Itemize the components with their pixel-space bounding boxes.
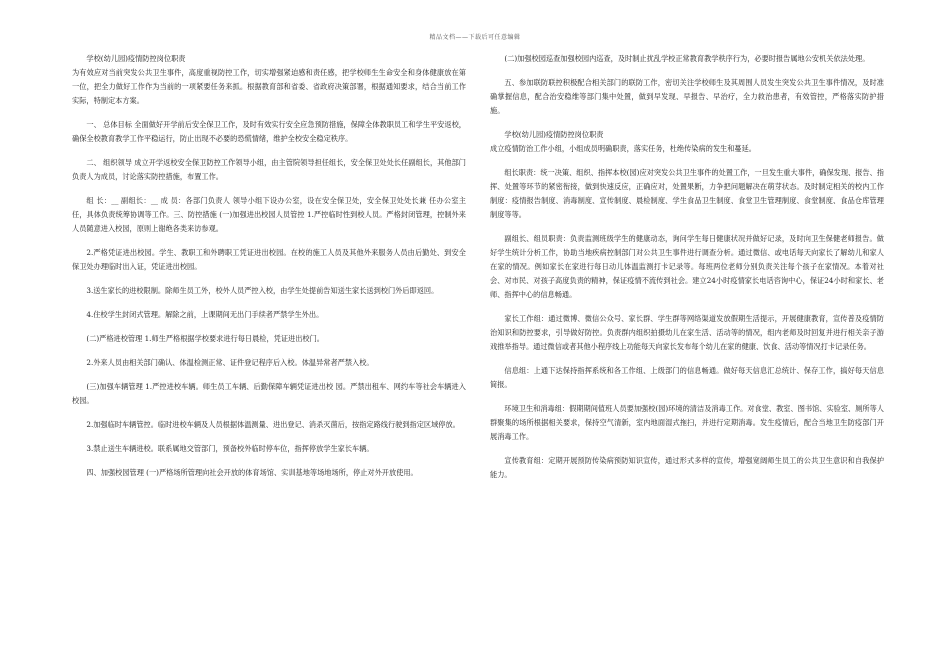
header-note: 精品文档——下载后可任意编辑 (429, 34, 521, 41)
paragraph-visitors: 2.外来人员由相关部门确认、体温检测正常、证件登记程序后入校。体温异常者严禁入校。 (86, 358, 374, 367)
section-title: 学校(幼儿园)疫情防控岗位职责 (504, 130, 604, 139)
doc-title: 学校(幼儿园)疫情防控岗位职责 (86, 54, 186, 63)
paragraph-general-goal: 一、 总体目标 全面做好开学前后安全保卫工作，及时有效实行安全应急预防措施，保障全体教职员工和学生平安返校，确保全校教育教学工作平稳运行，防止出现不必要的恐慌情绪，维护全校安全稳定秩序。 (72, 120, 466, 143)
paragraph-team: 成立疫情防治工作小组，小组成员明确职责，落实任务，杜绝传染病的发生和蔓延。 (490, 144, 756, 153)
paragraph-info-group: 信息组：上通下达保持指挥系统和各工作组、上级部门的信息畅通。做好每天信息汇总统计、保存工作，搞好每天信息简报。 (490, 366, 884, 389)
paragraph-boarding: 4.住校学生封闭式管理。解除之前，上课期间无出门手续者严禁学生外出。 (86, 310, 324, 319)
paragraph-no-drop-off: 3.禁止送生车辆进校。联系属地交管部门，预备校外临时停车位，指挥停放学生家长车辆。 (86, 444, 374, 453)
paragraph-parent-limit: 3.送生家长的进校限制。除师生员工外，校外人员严控入校，由学生处提前告知送生家长送到校门外后即返回。 (86, 286, 439, 295)
paragraph-credentials: 2.严格凭证进出校园。学生、教职工和外聘职工凭证进出校园。在校的施工人员及其他外来服务人员由后勤处、到安全保卫处办理临时出入证，凭证进出校园。 (72, 248, 466, 271)
paragraph-campus-mgmt: 四、加强校园管理 (一)严格场所管理向社会开放的体育场馆、实训基地等场地场所，停止对外开放使用。 (86, 468, 418, 477)
paragraph-members: 组 长：__ 副组长：__ 成 员：各部门负责人 领导小组下设办公室，设在安全保卫处，安全保卫处处长兼 任办公室主任，具体负责统筹协调等工作。三、防控措施 (一)加强进出校园人员管控 1.严控临时性到校人员。严格封闭管理，控制外来人员随意进入校园，原则上谢绝各类来访参观。 (72, 196, 466, 233)
left-column (72, 52, 466, 490)
paragraph-education-group: 宣传教育组：定期开展预防传染病预防知识宣传，通过形式多样的宣传，增强宽阔师生员工的公共卫生意识和自我保护能力。 (490, 456, 884, 479)
paragraph-joint-control: 五、参加联防联控积极配合相关部门的联防工作，密切关注学校师生及其周围人员发生突发公共卫生事件情况，及时准确掌握信息，配合治安稳维等部门集中处置，做到早发现、早报告、早治疗，全力救治患者，有效管控，严格落实防护措施。 (490, 78, 884, 115)
paragraph-organization: 二、 组织领导 成立开学返校安全保卫防控工作领导小组，由主管院领导担任组长，安全保卫处处长任副组长，其他部门负责人为成员，讨论落实防控措施，布置工作。 (72, 158, 466, 181)
paragraph-vehicles: (三)加强车辆管理 1.严控进校车辆。师生员工车辆、后勤保障车辆凭证进出校 园。严禁出租车、网约车等社会车辆进入校园。 (72, 382, 466, 405)
paragraph-parent-group: 家长工作组：通过微博、微信公众号、家长群、学生群等网络渠道发放假期生活提示，开展健康教育，宣传普及疫情防治知识和防控要求，引导做好防控。负责群内组织拍摄幼儿在家生活、活动等的情况，组内老师及时回复并进行相关亲子游戏推举指导。通过微信或者其他小程序线上功能每天向家长发布每个幼儿在家的健康、饮食、活动等情况打卡记录任务。 (490, 314, 884, 351)
right-column (490, 52, 884, 492)
paragraph-sanitation-group: 环境卫生和消毒组：假期期间值班人员要加强校(园)环境的清洁及消毒工作。对食堂、教室、图书馆、实验室、厕所等人群聚集的场所根据相关要求，保持空气清新，室内地面湿式拖扫，并进行定期消毒。发生疫情后，配合当地卫生防疫部门开展消毒工作。 (490, 404, 884, 441)
paragraph-patrol: (二)加强校园巡查加强校园内巡查，及时制止扰乱学校正常教育教学秩序行为，必要时报告属地公安机关依法处理。 (504, 54, 870, 63)
intro-paragraph: 为有效应对当前突发公共卫生事件，高度重视防控工作，切实增强紧迫感和责任感，把学校师生生命安全和身体健康放在第一位，把全力做好工作作为当前的一项紧要任务来抓。根据教育部和省委、省政府决策部署，根据通知要求，结合当前工作实际，特制定本方案。 (72, 68, 466, 105)
paragraph-entry-mgmt: (二)严格进校管理 1.师生严格根据学校要求进行每日晨检，凭证进出校门。 (86, 334, 324, 343)
paragraph-temp-vehicles: 2.加强临时车辆管控。临时进校车辆及人员根据体温测量、进出登记、消杀灭菌后，按指定路线行驶到指定区域停放。 (86, 420, 460, 429)
paragraph-deputy-duty: 副组长、组员职责：负责监测班级学生的健康动态，询问学生每日健康状况并做好记录，及时向卫生保健老师报告。做好学生统计分析工作，协助当地疾病控制部门对公共卫生事件进行调查分析。通过微信、或电话每天向家长了解幼儿和家人在家的情况。例如家长在家进行每日动儿体温监测打卡记录等。每班两位老师分别负责关注每个孩子在家情况。本着对社会、对市民、对孩子高度负责的精神，保证疫情不流传到社会。建立24小时疫情家长电话咨询中心，保证24小时和家长、老师、指挥中心的信息畅通。 (490, 234, 884, 299)
paragraph-leader-duty: 组长职责：统一决策、组织、指挥本校(园)应对突发公共卫生事件的处置工作，一旦发生重大事件，确保发现、报告、指挥、处置等环节的紧密衔接，做到快速反应，正确应对，处置果断，力争把问题解决在萌芽状态。及时制定相关的校内工作制度：疫情报告制度、消毒制度、宣传制度、晨检制度、学生食品卫生制度、食堂卫生管理制度、食堂制度、食品仓库管理制度等等。 (490, 168, 884, 219)
